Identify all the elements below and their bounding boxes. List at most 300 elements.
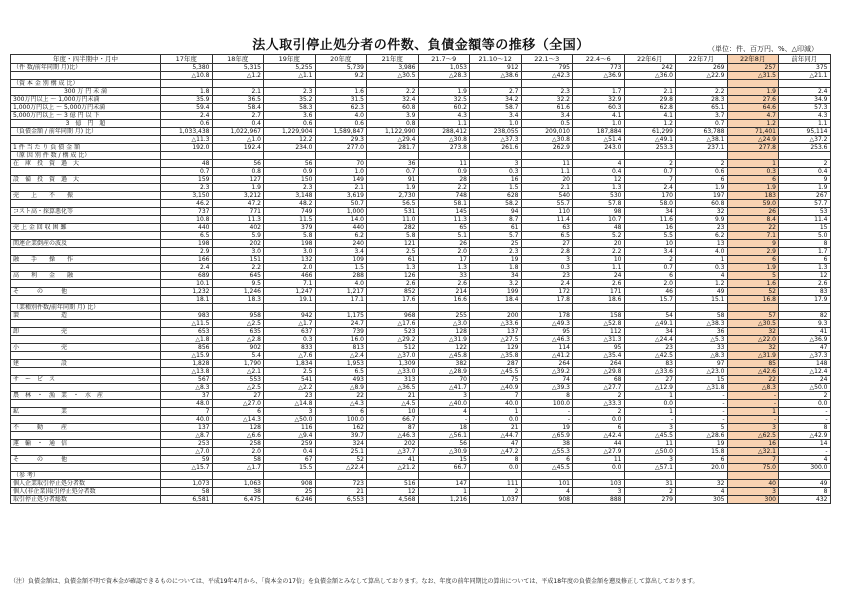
table-cell: 1.9 [727, 88, 779, 96]
table-cell: 60.3 [573, 104, 625, 112]
table-cell: △24.9 [727, 136, 779, 144]
table-cell: 553 [212, 376, 264, 384]
table-cell: 48.2 [264, 200, 316, 208]
table-cell: 6 [779, 256, 831, 264]
table-cell: 15.5 [264, 464, 316, 472]
table-cell: 541 [264, 376, 316, 384]
table-cell [521, 152, 573, 160]
table-cell: △49.1 [624, 136, 676, 144]
table-cell: 9.2 [315, 72, 367, 80]
table-cell: 2.3 [521, 88, 573, 96]
table-cell: 137 [161, 424, 213, 432]
column-header: 22.4～6 [573, 55, 625, 64]
table-cell: 288,412 [418, 128, 470, 136]
table-cell: △2.4 [315, 352, 367, 360]
table-cell: 37 [161, 392, 213, 400]
table-cell: 279 [624, 496, 676, 504]
table-cell: 795 [521, 64, 573, 72]
table-cell: 12 [367, 488, 419, 496]
table-cell: 1.6 [727, 280, 779, 288]
table-cell: △44.7 [470, 432, 522, 440]
table-row [11, 152, 831, 160]
table-row [11, 112, 831, 120]
table-cell: △27.7 [573, 384, 625, 392]
table-cell: 2 [573, 408, 625, 416]
table-cell: 67 [264, 456, 316, 464]
table-cell: △30.9 [418, 448, 470, 456]
table-cell: 1 [470, 408, 522, 416]
table-cell: 3 [470, 160, 522, 168]
table-cell [315, 472, 367, 480]
column-header: 21.10～12 [470, 55, 522, 64]
table-cell: 94 [470, 208, 522, 216]
table-cell: △28.6 [676, 432, 728, 440]
table-cell: 1,229,904 [264, 128, 316, 136]
table-cell: 192.4 [212, 144, 264, 152]
table-cell: 12.2 [264, 136, 316, 144]
table-cell: 253.6 [779, 144, 831, 152]
table-cell: 147 [418, 480, 470, 488]
table-row [11, 392, 831, 400]
table-cell: 62.3 [315, 104, 367, 112]
column-header-label: 年度・四半期中・月中 [11, 55, 161, 64]
table-cell: △41.2 [521, 352, 573, 360]
table-cell: △45.5 [624, 432, 676, 440]
table-cell: 5.5 [624, 232, 676, 240]
table-cell: 24 [779, 376, 831, 384]
table-row [11, 480, 831, 488]
table-cell: 2.4 [161, 264, 213, 272]
table-row [11, 416, 831, 424]
table-cell: 1,790 [212, 360, 264, 368]
table-cell: 3.4 [315, 248, 367, 256]
table-cell: 18.4 [470, 296, 522, 304]
table-cell: 968 [367, 312, 419, 320]
table-cell: 58.2 [470, 200, 522, 208]
table-cell: 6 [315, 408, 367, 416]
table-cell: △12.4 [779, 368, 831, 376]
table-cell: 5.8 [264, 232, 316, 240]
table-cell: 65.1 [676, 104, 728, 112]
table-cell: 1 [727, 160, 779, 168]
row-label [11, 336, 161, 344]
table-row [11, 224, 831, 232]
table-cell: △30.5 [367, 72, 419, 80]
row-label: 1,000万円以上 ～ 5,000万円未満 [11, 104, 161, 112]
table-cell: 5.0 [779, 232, 831, 240]
table-cell: 2.0 [624, 280, 676, 288]
row-label: （参 考） [11, 472, 161, 480]
table-cell: △33.6 [624, 368, 676, 376]
table-cell: 5,380 [161, 64, 213, 72]
table-row [11, 144, 831, 152]
table-cell: 300.0 [779, 464, 831, 472]
table-cell: 0.6 [676, 168, 728, 176]
table-cell: 8 [779, 424, 831, 432]
table-row [11, 424, 831, 432]
table-cell: 237.1 [676, 144, 728, 152]
table-cell: 101 [521, 480, 573, 488]
table-cell: 0.3 [521, 264, 573, 272]
table-cell: 6 [212, 408, 264, 416]
table-cell: 3,148 [264, 192, 316, 200]
table-cell: 6 [521, 456, 573, 464]
table-cell: 10.7 [573, 216, 625, 224]
table-cell: △30.8 [521, 136, 573, 144]
table-cell: △29.4 [367, 136, 419, 144]
table-cell: 75 [470, 376, 522, 384]
table-cell: 1 [624, 408, 676, 416]
row-label: 在 庫 投 資 過 大 [11, 160, 161, 168]
table-cell: 637 [264, 328, 316, 336]
table-cell: △1.8 [161, 336, 213, 344]
table-cell: 15.7 [624, 296, 676, 304]
table-cell [521, 304, 573, 312]
table-cell: 70 [418, 376, 470, 384]
table-cell: 34 [624, 208, 676, 216]
table-cell: 21 [315, 488, 367, 496]
table-cell: △33.0 [367, 368, 419, 376]
table-cell: 3.4 [624, 248, 676, 256]
table-row [11, 472, 831, 480]
table-cell: 56.5 [367, 200, 419, 208]
row-label: サ ー ビ ス [11, 376, 161, 384]
table-cell: 60.8 [676, 200, 728, 208]
table-cell: 15 [418, 456, 470, 464]
table-cell: 267 [779, 192, 831, 200]
table-cell: 0.0 [624, 400, 676, 408]
table-cell: 202 [367, 440, 419, 448]
table-cell: 277.0 [315, 144, 367, 152]
table-cell: 723 [315, 480, 367, 488]
table-cell: 56 [212, 160, 264, 168]
table-cell: 12 [573, 176, 625, 184]
table-cell: 60.2 [418, 104, 470, 112]
table-cell: 1.7 [779, 248, 831, 256]
table-cell: 2.6 [418, 280, 470, 288]
column-header-row [11, 55, 831, 64]
table-cell: △38.1 [676, 136, 728, 144]
table-cell: 100.0 [521, 400, 573, 408]
table-cell: 95 [521, 328, 573, 336]
table-row [11, 296, 831, 304]
table-cell: △14.8 [264, 400, 316, 408]
table-cell: 0.7 [676, 120, 728, 128]
table-cell [264, 152, 316, 160]
table-cell: 240 [315, 240, 367, 248]
table-cell [624, 304, 676, 312]
table-cell [573, 304, 625, 312]
table-cell: 14.0 [315, 216, 367, 224]
table-cell: - [779, 416, 831, 424]
table-cell [264, 80, 316, 88]
table-cell: 26 [418, 240, 470, 248]
table-cell: 4 [676, 488, 728, 496]
table-cell: 129 [470, 344, 522, 352]
table-cell: 2.2 [367, 88, 419, 96]
table-cell: 5.8 [367, 232, 419, 240]
table-cell [470, 472, 522, 480]
table-cell [573, 472, 625, 480]
row-label [11, 464, 161, 472]
table-cell [573, 152, 625, 160]
table-cell: 4.7 [727, 112, 779, 120]
table-cell: 110 [521, 208, 573, 216]
table-cell: 908 [264, 480, 316, 488]
table-cell [470, 80, 522, 88]
table-cell: 41 [779, 328, 831, 336]
table-cell: 31 [624, 480, 676, 488]
table-cell: 21 [367, 392, 419, 400]
table-row [11, 248, 831, 256]
table-cell: 36 [367, 160, 419, 168]
table-cell: 0.3 [676, 264, 728, 272]
table-cell: 1.3 [779, 264, 831, 272]
table-cell: 25 [470, 240, 522, 248]
table-row [11, 488, 831, 496]
table-cell [470, 304, 522, 312]
table-cell: 11.6 [624, 216, 676, 224]
table-cell: 1 [727, 408, 779, 416]
table-cell: 1.2 [727, 120, 779, 128]
table-cell: 1,828 [161, 360, 213, 368]
table-cell: 2.9 [161, 248, 213, 256]
table-cell: 11.0 [367, 216, 419, 224]
table-cell: 4.3 [418, 112, 470, 120]
table-cell: 748 [418, 192, 470, 200]
row-label [11, 352, 161, 360]
table-cell: 2.2 [573, 248, 625, 256]
table-cell: 1.8 [470, 264, 522, 272]
row-label [11, 296, 161, 304]
table-cell: 66.7 [367, 416, 419, 424]
table-cell: 243.0 [573, 144, 625, 152]
table-cell: 128 [418, 328, 470, 336]
table-cell: 7 [470, 392, 522, 400]
table-cell: 375 [779, 64, 831, 72]
table-cell: 23 [264, 392, 316, 400]
table-cell: - [676, 392, 728, 400]
table-cell: 11 [624, 440, 676, 448]
table-cell: 61.6 [521, 104, 573, 112]
table-cell: 1.3 [573, 184, 625, 192]
table-cell: 178 [521, 312, 573, 320]
table-cell: 1 [418, 488, 470, 496]
table-cell: 1,063 [212, 480, 264, 488]
table-cell: - [624, 416, 676, 424]
table-cell: △37.3 [470, 136, 522, 144]
table-cell: 19 [521, 424, 573, 432]
table-cell: △35.4 [573, 352, 625, 360]
table-cell: 57.8 [573, 200, 625, 208]
table-cell: 813 [315, 344, 367, 352]
table-cell: △42.9 [779, 432, 831, 440]
table-cell: 14 [779, 440, 831, 448]
table-cell: 11.5 [264, 216, 316, 224]
table-cell: 273.8 [418, 144, 470, 152]
table-cell: △31.8 [676, 384, 728, 392]
table-cell: 2.3 [161, 184, 213, 192]
table-cell: 1,247 [264, 288, 316, 296]
row-label: （件 数/前年同期 月)比） [11, 64, 161, 72]
table-cell: 38 [521, 440, 573, 448]
table-cell: 264 [521, 360, 573, 368]
table-cell: 83 [779, 288, 831, 296]
table-cell: 41 [367, 456, 419, 464]
row-label: （業種別件数/前年同期 月) 比） [11, 304, 161, 312]
table-cell: 23 [624, 344, 676, 352]
table-cell: 8 [521, 392, 573, 400]
table-cell: 530 [573, 192, 625, 200]
table-cell: 2.3 [470, 248, 522, 256]
table-cell: 9.5 [212, 280, 264, 288]
table-cell: 4,568 [367, 496, 419, 504]
table-cell: 16 [470, 176, 522, 184]
table-row [11, 496, 831, 504]
column-header: 19年度 [264, 55, 316, 64]
table-cell: 59 [161, 456, 213, 464]
table-cell: △49.3 [521, 320, 573, 328]
row-label: 300 万 円 未 満 [11, 88, 161, 96]
table-cell: 912 [470, 64, 522, 72]
table-cell: 200 [470, 312, 522, 320]
table-cell: 159 [161, 176, 213, 184]
table-cell: 4 [521, 488, 573, 496]
table-cell: 4 [573, 160, 625, 168]
row-label [11, 136, 161, 144]
table-cell: 97 [676, 360, 728, 368]
table-cell: 121 [367, 240, 419, 248]
table-cell: △45.5 [470, 368, 522, 376]
table-cell: 2.6 [779, 280, 831, 288]
table-cell: △42.5 [624, 352, 676, 360]
table-row [11, 360, 831, 368]
table-cell [161, 472, 213, 480]
table-cell: 8 [779, 240, 831, 248]
table-cell: 257 [727, 64, 779, 72]
table-cell: 48 [573, 224, 625, 232]
table-cell: 25 [264, 488, 316, 496]
table-cell: 8.7 [470, 216, 522, 224]
table-cell: 63 [521, 224, 573, 232]
table-cell: △47.2 [470, 448, 522, 456]
table-row [11, 448, 831, 456]
table-cell: △35.8 [470, 352, 522, 360]
table-cell: 57.3 [779, 104, 831, 112]
table-row [11, 128, 831, 136]
page-title: 法人取引停止処分者の件数、負債金額等の推移（全国） [252, 38, 590, 53]
table-cell: △33.6 [470, 320, 522, 328]
table-cell: 0.0 [573, 464, 625, 472]
table-cell: 21 [470, 424, 522, 432]
table-cell [212, 152, 264, 160]
row-label [11, 384, 161, 392]
table-row [11, 72, 831, 80]
row-label: （負債金額 / 前年同期 月) 比） [11, 128, 161, 136]
table-cell: 59.0 [727, 200, 779, 208]
table-cell: 3 [573, 488, 625, 496]
table-cell: 1.1 [521, 168, 573, 176]
table-cell: 11.4 [521, 216, 573, 224]
table-cell: 0.0 [470, 464, 522, 472]
table-cell: 192.0 [161, 144, 213, 152]
row-label [11, 248, 161, 256]
table-cell: △37.0 [367, 352, 419, 360]
table-cell: 0.3 [727, 168, 779, 176]
table-cell: 1.2 [624, 120, 676, 128]
table-row [11, 352, 831, 360]
table-cell: - [727, 392, 779, 400]
table-row [11, 208, 831, 216]
table-cell: 3.4 [470, 112, 522, 120]
table-cell: 87 [367, 424, 419, 432]
row-label: 建 設 [11, 360, 161, 368]
table-cell: 58.7 [470, 104, 522, 112]
table-cell: 2.3 [264, 184, 316, 192]
table-cell: 3.0 [264, 248, 316, 256]
table-cell: 32 [676, 480, 728, 488]
table-cell: 66.7 [418, 464, 470, 472]
table-cell: 2.1 [315, 184, 367, 192]
table-cell: 4.3 [779, 112, 831, 120]
table-cell: 52 [727, 288, 779, 296]
table-cell: △10.8 [161, 72, 213, 80]
table-cell: 64.6 [727, 104, 779, 112]
table-cell: 1.9 [367, 184, 419, 192]
footnote: （注）負債金額は、負債金額不明で資本金が確認できるものについては、平成19年4月から、「資本金の17倍」を負債金額とみなして算出しております。なお、年度の前年同期比の算出については、平成18年度の負債金額を遡及修正して算出しております。 [10, 578, 699, 585]
row-label [11, 200, 161, 208]
table-cell [779, 472, 831, 480]
table-cell: 3,150 [161, 192, 213, 200]
table-cell: 0.3 [264, 336, 316, 344]
table-cell: 4.0 [315, 280, 367, 288]
table-cell: 1.3 [367, 264, 419, 272]
table-cell: 28.3 [676, 96, 728, 104]
table-cell: 35.9 [161, 96, 213, 104]
table-cell: 0.7 [624, 168, 676, 176]
table-cell: 771 [212, 208, 264, 216]
table-cell: 2 [470, 488, 522, 496]
table-cell [161, 152, 213, 160]
table-cell: 258 [212, 440, 264, 448]
table-cell: 2.4 [624, 184, 676, 192]
table-cell: 126 [367, 272, 419, 280]
table-cell: 440 [161, 224, 213, 232]
table-cell: △28.3 [418, 72, 470, 80]
table-cell: 19.1 [264, 296, 316, 304]
table-cell: 32 [676, 208, 728, 216]
table-cell: 49 [779, 480, 831, 488]
table-cell: - [521, 408, 573, 416]
table-cell: 74 [521, 376, 573, 384]
row-label: 製 造 [11, 312, 161, 320]
table-cell: 32.2 [521, 96, 573, 104]
table-row [11, 320, 831, 328]
table-cell: △50.0 [264, 416, 316, 424]
table-cell: 6 [676, 176, 728, 184]
table-cell [676, 304, 728, 312]
table-cell: 255 [418, 312, 470, 320]
table-row [11, 120, 831, 128]
table-cell: 2.4 [161, 112, 213, 120]
table-body [11, 55, 831, 504]
row-label [11, 448, 161, 456]
row-label: 関連企業倒産の波及 [11, 240, 161, 248]
table-cell: 70 [315, 160, 367, 168]
row-label: 融 手 操 作 [11, 256, 161, 264]
table-cell: 2.2 [676, 88, 728, 96]
column-header: 20年度 [315, 55, 367, 64]
